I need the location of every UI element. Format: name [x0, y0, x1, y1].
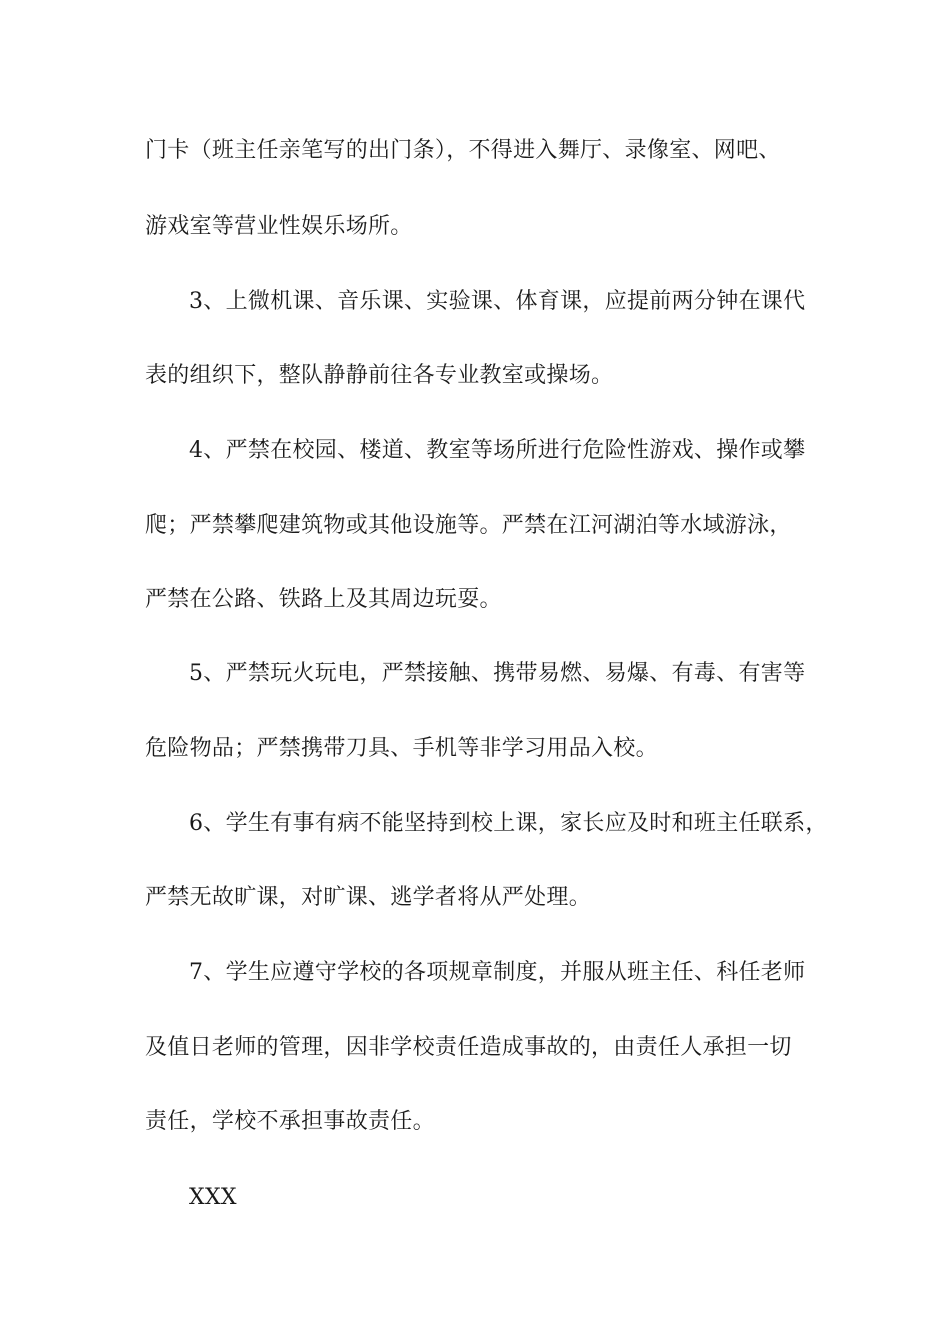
text-line: 严禁在公路、铁路上及其周边玩耍。: [145, 587, 502, 612]
text-line: 表的组织下，整队静静前往各专业教室或操场。: [145, 363, 614, 388]
paragraph-4-start: 4、严禁在校园、楼道、教室等场所进行危险性游戏、操作或攀: [189, 438, 806, 463]
paragraph-7-start: 7、学生应遵守学校的各项规章制度，并服从班主任、科任老师: [189, 960, 806, 985]
signature-text: XXX: [189, 1185, 237, 1210]
text-line: 门卡（班主任亲笔写的出门条），不得进入舞厅、录像室、网吧、: [145, 138, 781, 163]
text-line: 责任，学校不承担事故责任。: [145, 1109, 435, 1134]
text-line: 严禁无故旷课，对旷课、逃学者将从严处理。: [145, 885, 592, 910]
text-line: 危险物品；严禁携带刀具、手机等非学习用品入校。: [145, 736, 658, 761]
text-line: 及值日老师的管理，因非学校责任造成事故的，由责任人承担一切: [145, 1035, 792, 1060]
paragraph-6-start: 6、学生有事有病不能坚持到校上课，家长应及时和班主任联系，: [189, 811, 828, 836]
paragraph-3-start: 3、上微机课、音乐课、实验课、体育课，应提前两分钟在课代: [189, 289, 806, 314]
paragraph-5-start: 5、严禁玩火玩电，严禁接触、携带易燃、易爆、有毒、有害等: [189, 661, 806, 686]
text-line: 游戏室等营业性娱乐场所。: [145, 214, 413, 239]
text-line: 爬；严禁攀爬建筑物或其他设施等。严禁在江河湖泊等水域游泳，: [145, 513, 792, 538]
